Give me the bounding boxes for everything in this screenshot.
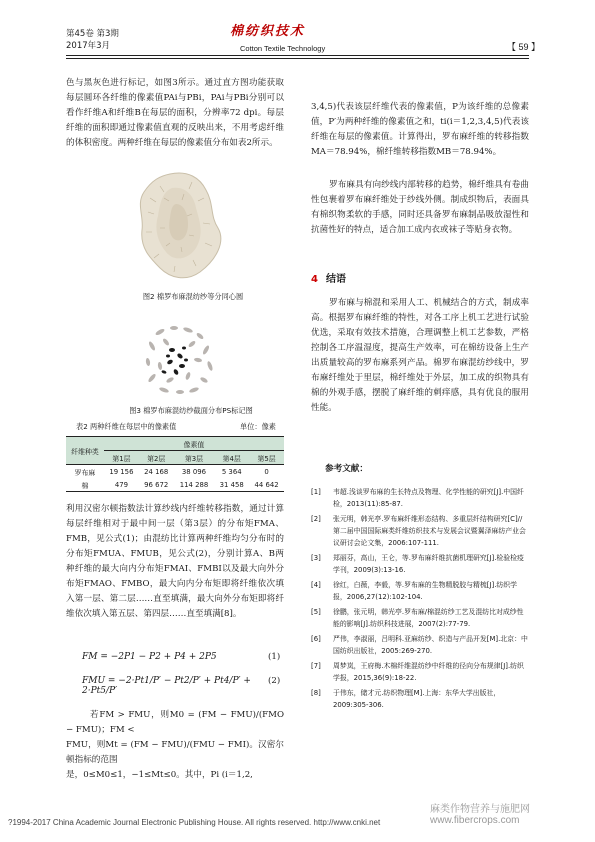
reference-item [311,660,529,684]
left-paragraph-3c: 是，0≤M0≤1，−1≤Mt≤0。其中，Pi (i＝1,2, [66,770,253,780]
table-2-caption: 表2 两种纤维在每层中的像素值 [76,422,177,431]
table-cell-fiber: 棉 [81,481,89,490]
reference-text: 韦超.浅谈罗布麻的生长特点及物理、化学性能的研究[J].中国纤检，2013(11):85-87. [333,488,524,508]
left-paragraph-3a: 若FM > FMU，则M0 = (FM − FMU)/(FMO − FMU)；FM < [66,710,284,735]
table-cell: 5 364 [221,467,242,476]
table-row [66,478,284,492]
reference-item [311,633,529,657]
references-title: 参考文献： [325,464,368,474]
reference-number: [8] [311,689,321,697]
left-paragraph-3b: FMU，则Mt = (FM − FMU)/(FMU − FMI)。汉密尔顿指标的范围 [66,740,284,765]
reference-number: [1] [311,488,321,496]
reference-item [311,687,529,711]
table-col-layer: 第2层 [139,451,174,465]
table-cell: 44 642 [254,480,279,489]
reference-text: 于伟东，储才元.纺织物理[M].上海：东华大学出版社，2009:305-306. [333,689,501,709]
reference-number: [7] [311,662,321,670]
journal-issue-info [66,28,119,52]
references-list [311,486,529,714]
watermark: 麻类作物营养与施肥网 www.fibercrops.com [430,804,530,826]
table-cell: 24 168 [144,467,169,476]
reference-text: 严伟，李淑丽，吕明科.亚麻纺纱、织造与产品开发[M].北京：中国纺织出版社，2005:269-270. [333,635,528,655]
table-col-layer: 第4层 [214,451,249,465]
reference-number: [6] [311,635,321,643]
concentric-yarn-cross-section [130,168,230,283]
reference-number: [2] [311,515,321,523]
reference-text: 徐鹏，张元明，韩光亭.罗布麻/棉混纺纱工艺及混纺比对成纱性能的影响[J].纺织科技进展，2007(2):77-79. [333,608,524,628]
table-2 [66,436,284,492]
left-paragraph-1: 色与黑灰色进行标记，如图3所示。通过直方图功能获取每层圆环各纤维的像素值PAi与PBi，PAi与PBi分别可以看作纤维A和纤维B在每层的面积，分辨率72 dpi。每层纤维的面积即通过像素值直观的反映出来，不用考虑纤维的体积密度。两种纤维在每层的像素值分布如表2所示。 [66,78,284,148]
table-cell: 19 156 [109,467,134,476]
table-2-unit: 单位：像素 [240,422,276,431]
reference-number: [5] [311,608,321,616]
table-col-layer: 第1层 [104,451,139,465]
right-paragraph-2: 罗布麻具有向纱线内部转移的趋势，棉纤维具有卷曲性包裹着罗布麻纤维处于纱线外侧。制成织物后，表面具有棉织物柔软的手感，同时还具备罗布麻制品吸放湿性和抗菌性好的特点，适合加工成内衣或袜子等贴身衣物。 [311,180,529,235]
reference-text: 徐红，白薇，李毅，等.罗布麻的生物精脱胶与精梳[J].纺织学报，2006,27(12):102-104. [333,581,518,601]
figure-3-image [140,320,220,400]
reference-item [311,486,529,510]
reference-item [311,513,529,549]
section-title: 结语 [325,274,346,285]
table-header-row-1 [66,437,284,451]
pixel-value-table [66,436,284,492]
volume-line: 第45卷 第3期 [66,29,119,39]
copyright-footer: ?1994-2017 China Academic Journal Electronic Publishing House. All rights reserved. http://www.cnki.net [8,818,381,827]
reference-item [311,579,529,603]
table-cell: 96 672 [144,480,169,489]
date-line: 2017年3月 [66,41,111,51]
table-cell-fiber: 罗布麻 [74,468,96,477]
journal-subtitle: Cotton Textile Technology [240,44,326,53]
header-rule [66,55,529,56]
header-rule-thin [66,58,529,59]
reference-item [311,606,529,630]
table-col-layer: 第5层 [249,451,284,465]
equation-1: FM = −2P1 − P2 + P4 + 2P5 [82,652,217,662]
section-4-heading [311,270,346,285]
table-col-group: 像素值 [104,437,284,451]
section-number: 4 [311,274,318,285]
page-number: 【 59 】 [507,42,541,52]
reference-text: 周梦岚，王府梅.木棉纤维混纺纱中纤维的径向分布规律[J].纺织学报，2015,36(9):18-22. [333,662,524,682]
reference-text: 郑丽芬，高山，王仑，等.罗布麻纤维抗菌机理研究[J].检验检疫学刊，2009(3):13-16. [333,554,524,574]
left-paragraph-2: 利用汉密尔顿指数法计算纱线内纤维转移指数，通过计算每层纤维相对于最中间一层（第3层）的分布矩FMA、FMB，见公式(1)；由混纺比计算两种纤维均匀分布时的分布矩FMUA、FMUB，见公式(2)，分别计算A、B两种纤维的最大向内分布矩FMAI、FMBI以及最大向外分布矩FMAO、FMBO，最大向内分布矩即将纤维依次填入第一层、第二层……直至填满，最大向外分布矩即将纤维依次填入第五层、第四层……直至填满[8]。 [66,504,284,619]
ps-marked-cross-section [140,320,220,400]
reference-item [311,552,529,576]
reference-text: 张元明，韩光亭.罗布麻纤维形态结构、多重层纤结构研究[C]//第二届中国国际麻类纤维纺织技术与发展会议暨翼泽麻纺产业会议研讨会论文集，2006:107-111. [333,515,526,547]
table-col-fiber: 纤维种类 [66,437,104,465]
table-cell: 479 [114,480,128,489]
equation-2-number: (2) [268,676,281,686]
table-cell: 114 288 [179,480,209,489]
journal-title: 棉纺织技术 [230,24,306,39]
figure-2-image [130,168,230,283]
right-paragraph-1: 3,4,5)代表该层纤维代表的像素值，P为该纤维的总像素值，P′为两种纤维的像素值之和，ti(i＝1,2,3,4,5)代表该纤维在每层的像素值。计算得出，罗布麻纤维的转移指数MA＝78.94%，棉纤维转移指数MB＝78.94%。 [311,102,529,157]
figure-2-caption: 图2 棉罗布麻混纺纱等分同心圆 [142,292,244,301]
table-cell: 31 458 [219,480,244,489]
table-row [66,465,284,479]
equation-1-number: (1) [268,652,281,662]
reference-number: [4] [311,581,321,589]
table-col-layer: 第3层 [174,451,215,465]
table-cell: 0 [264,467,269,476]
right-paragraph-3: 罗布麻与棉混和采用人工、机械结合的方式，制成率高。根据罗布麻纤维的特性，对各工序上机工艺进行试验优选，采取有效技术措施，合理调整上机工艺参数，严格控制各工序温湿度，提高生产效率，可在棉纺设备上生产出质量较高的罗布麻系列产品。棉罗布麻混纺纱线中，罗布麻纤维处于里层，棉纤维处于外层，加工成的织物具有棉的外观手感，摆脱了麻纤维的刺痒感，具有优良的服用性能。 [311,298,529,413]
equation-2: FMU = −2·Pt1/P′ − Pt2/P′ + Pt4/P′ + 2·Pt5/P′ [82,676,251,696]
reference-number: [3] [311,554,321,562]
figure-3-caption: 图3 棉罗布麻混纺纱截面分布PS标记图 [129,406,253,415]
table-cell: 38 096 [181,467,207,476]
